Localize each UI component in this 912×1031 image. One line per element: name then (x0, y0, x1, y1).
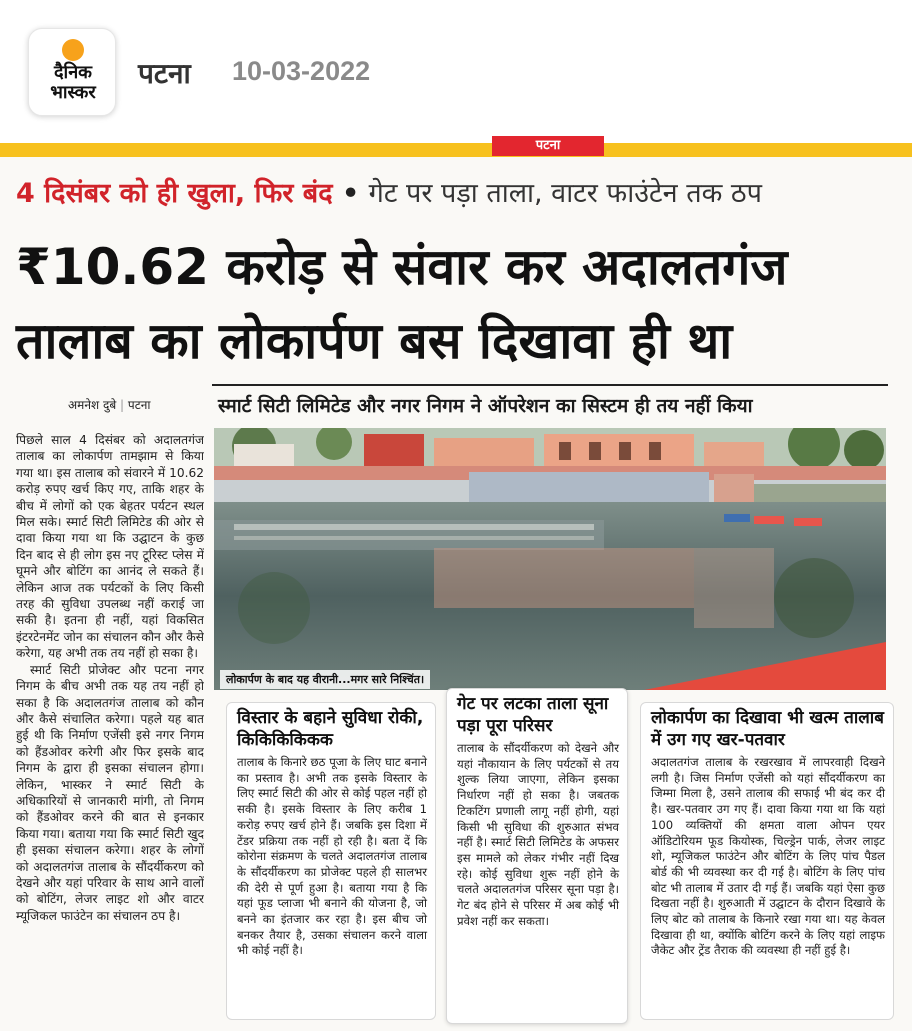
headline (16, 230, 896, 378)
lake-photo (214, 428, 886, 690)
byline-separator: | (120, 398, 125, 412)
kicker-red-text: 4 दिसंबर को ही खुला, फिर बंद (16, 178, 333, 209)
app-header (0, 0, 912, 150)
edition-city: पटना (138, 57, 191, 90)
kicker-line (16, 176, 906, 212)
left-column-text (16, 432, 204, 1024)
logo-text-line2: भास्कर (50, 82, 96, 103)
lake-photo-illustration (214, 428, 886, 690)
box-b-heading: गेट पर लटका ताला सूना पड़ा पूरा परिसर (457, 694, 609, 736)
sidebar-box-expansion (226, 702, 436, 1020)
sun-icon (62, 39, 84, 61)
box-a-heading: विस्तार के बहाने सुविधा रोकी, किकिकिकिकक (237, 708, 424, 750)
photo-caption: लोकार्पण के बाद यह वीरानी...मगर सारे निश्चिंत। (220, 670, 430, 689)
byline-city: पटना (127, 398, 151, 412)
headline-line1: ₹10.62 करोड़ से संवार कर अदालतगंज (16, 238, 788, 296)
box-c-text: अदालतगंज तालाब के रखरखाव में लापरवाही दिखने लगी है। जिस निर्माण एजेंसी को यहां सौंदर्यीकरण का जिम्मा मिला है, उसने तालाब की सफाई भी बंद कर दी है। खर-पतवार उग गए हैं। दावा किया गया था कि यहां 100 व्यक्तियों की क्षमता वाला ओपन एयर ऑडिटोरियम फूड कियोस्क, चिल्ड्रेन पार्क, लेजर लाइट शो, म्यूजिकल फाउंटेन और बोटिंग के लिए पांच पैडल बोर्ड की भी व्यवस्था कर दी गई है। बोटिंग के लिए पांच बोट भी तालाब में उतार दी गई हैं। जबकि यहां ऐसा कुछ दिखता नहीं है। शुरुआती में उद्घाटन के दौरान दिखावे के लिए बोट को तालाब के किनारे रखा गया था। यह केवल दिखावा ही था, क्योंकि बोटिंग करने के लिए यहां लाइफ जैकेट और ट्रेंड तैराक की व्यवस्था ही नहीं हुई है। (651, 755, 885, 958)
box-b-text: तालाब के सौंदर्यीकरण को देखने और यहां नौकायान के लिए पर्यटकों से तय शुल्क लिया जाएगा, लेकिन इसका निर्धारण नहीं हो सका है। जबतक टिकटिंग प्रणाली लागू नहीं होगी, यहां किसी भी सुविधा की शुरुआत संभव नहीं है। स्मार्ट सिटी लिमिटेड के अफसर इस मामले को लेकर गंभीर नहीं दिख रहे। कोई सुविधा शुरू नहीं होने के चलते अदालतगंज परिसर सूना पड़ा है। गेट बंद होने से परिसर में अब कोई भी प्रवेश नहीं कर सकता। (457, 741, 619, 928)
sidebar-box-gate-locked (446, 688, 628, 1024)
logo-text-line1: दैनिक (53, 62, 93, 83)
photo-subhead: स्मार्ट सिटी लिमिटेड और नगर निगम ने ऑपरेशन का सिस्टम ही तय नहीं किया (212, 384, 888, 426)
dainik-bhaskar-logo[interactable] (28, 28, 116, 116)
byline-author: अमनेश दुबे (68, 398, 117, 412)
left-paragraph-2: स्मार्ट सिटी प्रोजेक्ट और पटना नगर निगम के बीच अभी तक यह तय नहीं हो सका है कि अदालतगंज तालाब को कौन और कैसे संचालित करेगा। पहले यह बात हुई थी कि निर्माण एजेंसी इसे नगर निगम को हैंडओवर करेगी और फिर इसके बाद निगम के द्वारा ही इसका संचालन होगा। लेकिन, भास्कर ने स्मार्ट सिटी के अधिकारियों से जानकारी मांगी, तो निगम को हैंडओवर करने की बात से इनकार किया गया। बताया गया कि स्मार्ट सिटी खुद ही इसका संचालन करेगा। शहर के लोगों को अदालतगंज तालाब के सौंदर्यीकरण को देखने और यहां परिवार के साथ आने वालों को बोटिंग, लेजर लाइट शो और वाटर म्यूजिकल फाउंटेन का संचालन ठप है। (16, 662, 204, 923)
box-a-text: तालाब के किनारे छठ पूजा के लिए घाट बनाने का प्रस्ताव है। अभी तक इसके विस्तार के लिए स्मार्ट सिटी की ओर से कोई पहल नहीं हो सकी है। इसके विस्तार के लिए करीब 1 करोड़ रुपए खर्च होने हैं। जबकि इस दिशा में टेंडर प्रक्रिया तक नहीं हो रही है। बता दें कि कोरोना संक्रमण के चलते अदालतगंज तालाब के सौंदर्यीकरण का प्रोजेक्ट पहले ही सालभर की देरी से पूर्ण हुआ है। बताया गया है कि यहां फूड प्लाजा भी बनाने की योजना है, जो बनने का इंतजार कर रहा है। इस बीच जो बनकर तैयार है, उसका संचालन करने वाला भी कोई नहीं है। (237, 755, 427, 958)
headline-line2: तालाब का लोकार्पण बस दिखावा ही था (16, 312, 733, 370)
box-c-heading: लोकार्पण का दिखावा भी खत्म तालाब में उग गए खर-पतवार (651, 708, 884, 750)
section-tab: पटना (492, 136, 604, 156)
kicker-bullet: • (341, 178, 360, 209)
sidebar-box-weeds (640, 702, 894, 1020)
byline (68, 396, 151, 413)
edition-date: 10-03-2022 (232, 56, 371, 86)
left-paragraph-1: पिछले साल 4 दिसंबर को अदालतगंज तालाब का लोकार्पण तामझाम से किया गया था। इस तालाब को संवारने में 10.62 करोड़ रुपए खर्च किए गए, ताकि शहर के बीच में लोगों को एक बेहतर पर्यटन स्थल मिल सके। स्मार्ट सिटी लिमिटेड की ओर से दावा किया गया था कि उद्घाटन के कुछ दिन बाद से ही लोग इस नए टूरिस्ट प्लेस में घूमने और बोटिंग का आनंद ले सकते हैं। लेकिन आज तक पर्यटकों के लिए किसी तरह की सुविधा उपलब्ध नहीं कराई जा सकी है। इतना ही नहीं, यहां विकसित इंटरटेनमेंट जोन का संचालन कौन और कैसे करेगा, यह अभी तक तय नहीं हो सका है। (16, 433, 204, 661)
kicker-rest-text: गेट पर पड़ा ताला, वाटर फाउंटेन तक ठप (368, 178, 762, 209)
yellow-band (0, 143, 912, 157)
